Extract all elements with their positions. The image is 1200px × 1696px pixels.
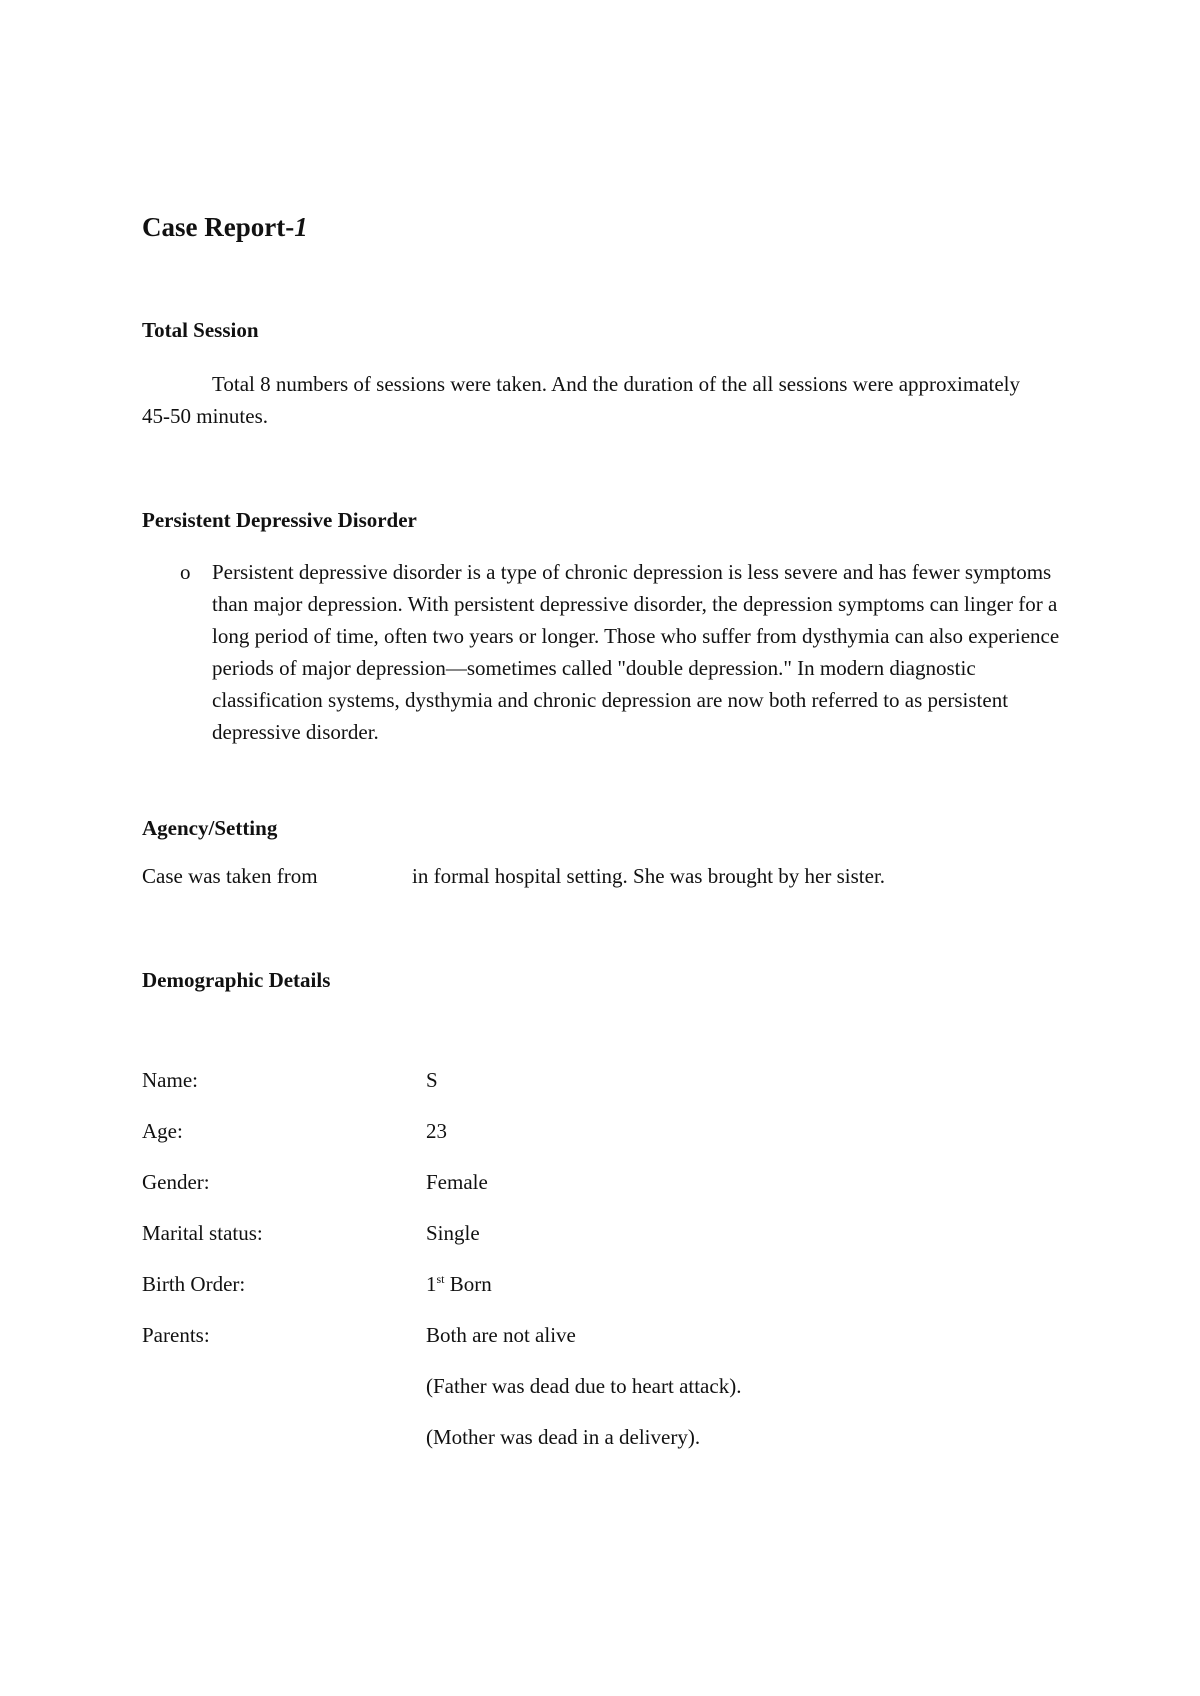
demo-value: 23 <box>426 1119 447 1143</box>
demographics-heading: Demographic Details <box>142 968 331 992</box>
demo-value: Single <box>426 1221 480 1245</box>
demo-label: Marital status: <box>142 1221 263 1245</box>
birth-order-suffix: st <box>436 1272 445 1286</box>
demo-value: Both are not alive <box>426 1323 576 1347</box>
bullet-circle-icon: o <box>180 560 191 584</box>
demo-value: Female <box>426 1170 488 1194</box>
total-session-text: Total 8 numbers of sessions were taken. And the duration of the all sessions were approximately 45-50 minutes. <box>142 372 1021 428</box>
pdd-text: Persistent depressive disorder is a type of chronic depression is less severe and has fewer symptoms than major depression. With persistent depressive disorder, the depression symptoms can linger for a long period of time, often two years or longer. Those who suffer from dysthymia can also experience periods of major depression—sometimes called "double depression." In modern diagnostic classification systems, dysthymia and chronic depression are now both referred to as persistent depressive disorder. <box>212 560 1060 744</box>
demo-label: Birth Order: <box>142 1272 246 1296</box>
birth-order-text: Born <box>444 1272 492 1296</box>
demo-label: Gender: <box>142 1170 210 1194</box>
demo-label: Name: <box>142 1068 198 1092</box>
agency-heading: Agency/Setting <box>142 816 278 840</box>
title-number: 1 <box>294 212 308 242</box>
demo-value: S <box>426 1068 438 1092</box>
agency-label: Case was taken from <box>142 864 318 888</box>
page-title <box>142 212 308 243</box>
parents-note-father: (Father was dead due to heart attack). <box>426 1374 742 1398</box>
agency-text: in formal hospital setting. She was brought by her sister. <box>412 864 886 888</box>
pdd-heading: Persistent Depressive Disorder <box>142 508 417 532</box>
demo-label: Parents: <box>142 1323 210 1347</box>
total-session-heading: Total Session <box>142 318 259 342</box>
birth-order-number: 1 <box>426 1272 437 1296</box>
demo-label: Age: <box>142 1119 183 1143</box>
total-session-paragraph <box>142 368 1022 432</box>
pdd-bullet-item <box>180 556 1060 748</box>
parents-note-mother: (Mother was dead in a delivery). <box>426 1425 701 1449</box>
title-text: Case Report- <box>142 212 295 242</box>
demo-value <box>426 1272 492 1297</box>
